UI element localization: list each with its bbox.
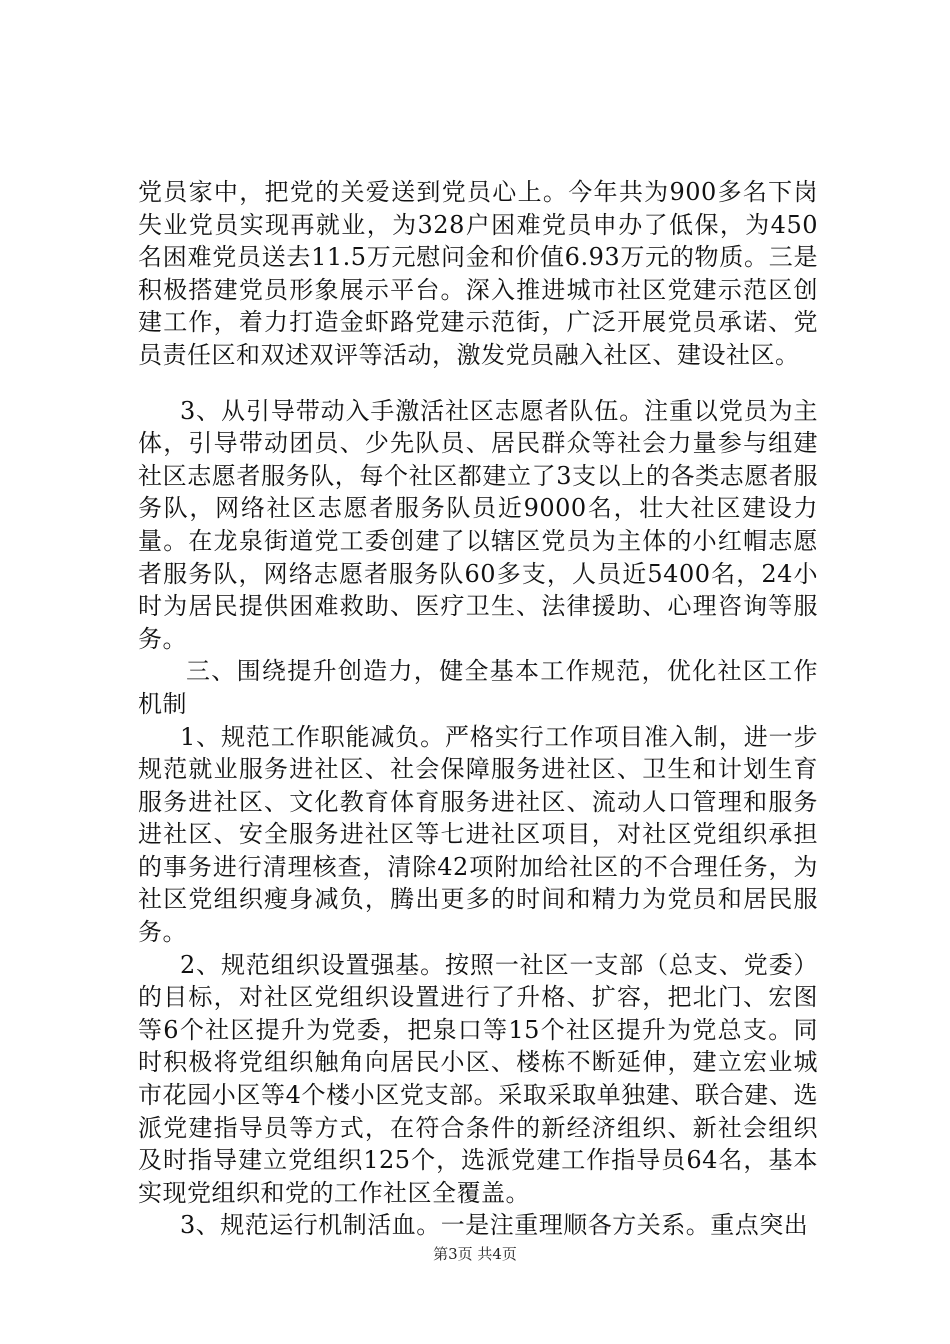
- paragraph-item-3: 3、规范运行机制活血。一是注重理顺各方关系。重点突出: [180, 1211, 809, 1240]
- section-heading-3: 三、围绕提升创造力，健全基本工作规范，优化社区工作机制: [138, 657, 818, 718]
- paragraph-continuation: 党员家中，把党的关爱送到党员心上。今年共为900多名下岗失业党员实现再就业，为328户困难党员申办了低保，为450名困难党员送去11.5万元慰问金和价值6.93万元的物质。三是积极搭建党员形象展示平台。深入推进城市社区党建示范区创建工作，着力打造金虾路党建示范街，广泛开展党员承诺、党员责任区和双述双评等活动，激发党员融入社区、建设社区。: [138, 178, 818, 369]
- page-number-label: 第3页 共4页: [433, 1245, 517, 1263]
- document-body: [138, 176, 818, 1242]
- page-footer: [0, 1244, 950, 1264]
- paragraph-volunteers: 3、从引导带动入手激活社区志愿者队伍。注重以党员为主体，引导带动团员、少先队员、居民群众等社会力量参与组建社区志愿者服务队，每个社区都建立了3支以上的各类志愿者服务队，网络社区志愿者服务队员近9000名，壮大社区建设力量。在龙泉街道党工委创建了以辖区党员为主体的小红帽志愿者服务队，网络志愿者服务队60多支，人员近5400名，24小时为居民提供困难救助、医疗卫生、法律援助、心理咨询等服务。: [138, 396, 818, 653]
- paragraph-item-1: 1、规范工作职能减负。严格实行工作项目准入制，进一步规范就业服务进社区、社会保障服务进社区、卫生和计划生育服务进社区、文化教育体育服务进社区、流动人口管理和服务进社区、安全服务进社区等七进社区项目，对社区党组织承担的事务进行清理核查，清除42项附加给社区的不合理任务，为社区党组织瘦身减负，腾出更多的时间和精力为党员和居民服务。: [138, 722, 818, 947]
- paragraph-item-2: 2、规范组织设置强基。按照一社区一支部（总支、党委）的目标，对社区党组织设置进行了升格、扩容，把北门、宏图等6个社区提升为党委，把泉口等15个社区提升为党总支。同时积极将党组织触角向居民小区、楼栋不断延伸，建立宏业城市花园小区等4个楼小区党支部。采取采取单独建、联合建、选派党建指导员等方式，在符合条件的新经济组织、新社会组织及时指导建立党组织125个，选派党建工作指导员64名，基本实现党组织和党的工作社区全覆盖。: [138, 950, 818, 1207]
